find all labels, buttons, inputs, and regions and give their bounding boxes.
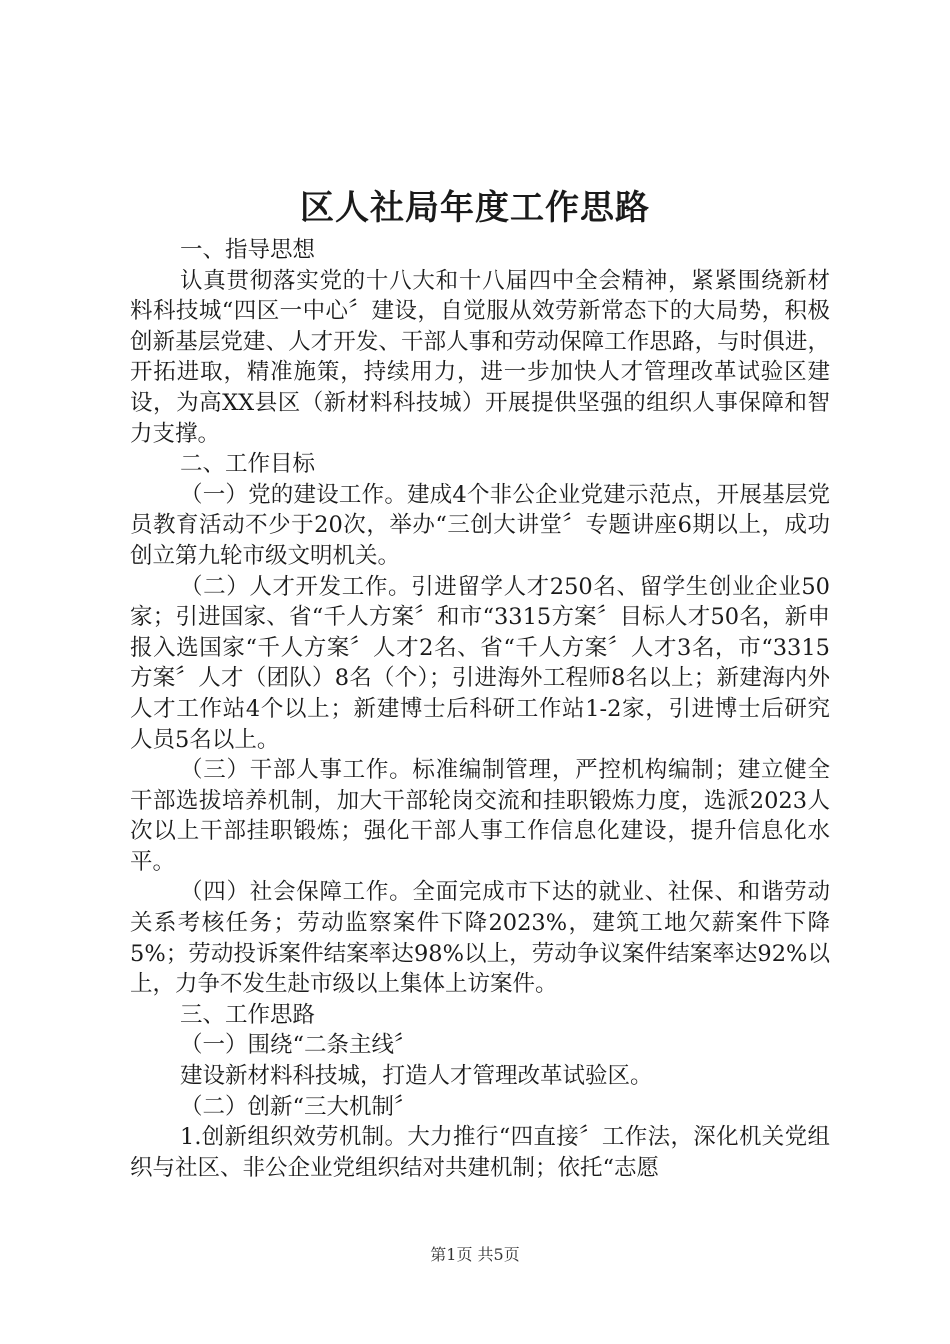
paragraph: （一）党的建设工作。建成4个非公企业党建示范点，开展基层党员教育活动不少于20次，举办“三创大讲堂〞专题讲座6期以上，成功创立第九轮市级文明机关。: [130, 481, 830, 569]
paragraph: 1.创新组织效劳机制。大力推行“四直接〞工作法，深化机关党组织与社区、非公企业党组织结对共建机制；依托“志愿: [130, 1124, 830, 1181]
section-heading: 一、指导思想: [180, 237, 316, 263]
paragraph: （二）人才开发工作。引进留学人才250名、留学生创业企业50家；引进国家、省“千人方案〞和市“3315方案〞目标人才50名，新申报入选国家“千人方案〞人才2名、省“千人方案〞人才3名，市“3315方案〞人才（团队）8名（个）；引进海外工程师8名以上；新建海内外人才工作站4个以上；新建博士后科研工作站1-2家，引进博士后研究人员5名以上。: [130, 573, 830, 753]
section-heading: 三、工作思路: [180, 1001, 316, 1028]
page-footer: 第1页 共5页: [430, 1245, 520, 1264]
paragraph: 建设新材料科技城，打造人才管理改革试验区。: [180, 1063, 653, 1090]
paragraph: 认真贯彻落实党的十八大和十八届四中全会精神，紧紧围绕新材料科技城“四区一中心〞建设，自觉服从效劳新常态下的大局势，积极创新基层党建、人才开发、干部人事和劳动保障工作思路，与时俱进，开拓进取，精准施策，持续用力，进一步加快人才管理改革试验区建设，为高XX县区（新材料科技城）开展提供坚强的组织人事保障和智力支撑。: [130, 267, 830, 447]
paragraph: （四）社会保障工作。全面完成市下达的就业、社保、和谐劳动关系考核任务；劳动监察案件下降2023%，建筑工地欠薪案件下降5%；劳动投诉案件结案率达98%以上，劳动争议案件结案率达92%以上，力争不发生赴市级以上集体上访案件。: [130, 879, 830, 998]
document-body: [130, 235, 830, 1183]
document-title: 区人社局年度工作思路: [300, 188, 650, 228]
subsection-heading: （二）创新“三大机制〞: [180, 1093, 417, 1120]
subsection-heading: （一）围绕“二条主线〞: [180, 1032, 417, 1059]
section-heading: 二、工作目标: [180, 451, 316, 478]
paragraph: （三）干部人事工作。标准编制管理，严控机构编制；建立健全干部选拔培养机制，加大干部轮岗交流和挂职锻炼力度，选派2023人次以上干部挂职锻炼；强化干部人事工作信息化建设，提升信息化水平。: [130, 757, 830, 875]
